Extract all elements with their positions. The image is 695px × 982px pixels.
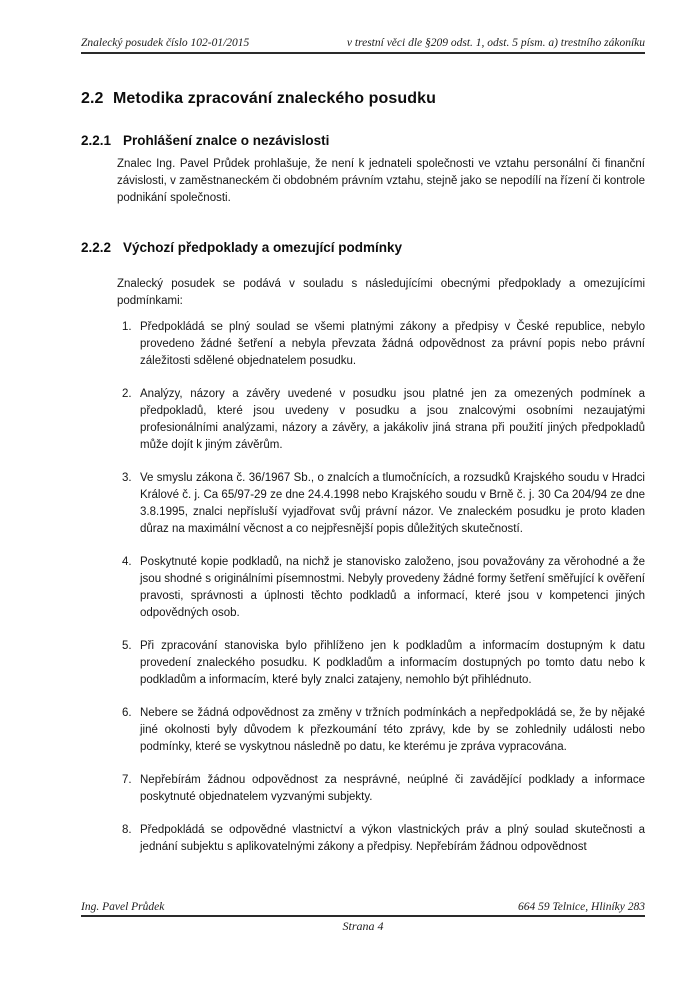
list-item-text: Při zpracování stanoviska bylo přihlíženo jen k podkladům a informacím dostupným k datu provedení znaleckého posudku. K podkladům a informacím dostupných po tomto datu nebo k podkladům a informacím, které byly znalci zatajeny, nemohlo být přihlédnuto. <box>140 640 645 686</box>
list-item-text: Předpokládá se plný soulad se všemi platnými zákony a předpisy v České republice, nebylo provedeno žádné šetření a nebyla převzata žádná odpovědnost za právní popis nebo právní záležitosti sdělené objednatelem posudku. <box>140 321 645 367</box>
list-item <box>122 705 645 756</box>
header-left-title: Znalecký posudek číslo 102-01/2015 <box>81 37 250 49</box>
list-item <box>122 386 645 454</box>
list-item <box>122 319 645 370</box>
page-footer <box>81 901 645 934</box>
section-heading-2-2-2 <box>81 240 645 255</box>
section-title: Výchozí předpoklady a omezující podmínky <box>123 240 403 255</box>
list-item-text: Předpokládá se odpovědné vlastnictví a výkon vlastnických práv a plný soulad skutečnosti a jednání subjektu s aplikovatelnými zákony a předpisy. Nepřebírám žádnou odpovědnost <box>140 824 645 853</box>
list-item <box>122 772 645 806</box>
list-item-text: Nepřebírám žádnou odpovědnost za nesprávné, neúplné či zavádějící podklady a informace poskytnuté objednatelem vyzvanými subjekty. <box>140 774 645 803</box>
list-item-text: Poskytnuté kopie podkladů, na nichž je stanovisko založeno, jsou považovány za věrohodné a že jsou shodné s originálními písemnostmi. Nebyly provedeny žádné formy šetření směřující k ověření pravosti, správnosti a úplnosti těchto podkladů a informací, které jsou v kompetenci jiných odpovědných osob. <box>140 556 645 619</box>
section-number: 2.2.2 <box>81 240 112 255</box>
list-item <box>122 470 645 538</box>
list-item-number: 2. <box>122 388 132 400</box>
list-item-number: 7. <box>122 774 132 786</box>
list-item <box>122 822 645 856</box>
list-item-text: Nebere se žádná odpovědnost za změny v tržních podmínkách a nepředpokládá se, že by nějaké jiné okolnosti byly důvodem k přezkoumání této zprávy, kde by se zohlednily události nebo podmínky, které se vyskytnou následně po datu, ke kterému je zpráva vypracována. <box>140 707 645 753</box>
section-title: Metodika zpracování znaleckého posudku <box>113 90 436 107</box>
list-item-number: 6. <box>122 707 132 719</box>
list-item-text: Ve smyslu zákona č. 36/1967 Sb., o znalcích a tlumočnících, a rozsudků Krajského soudu v Hradci Králové č. j. Ca 65/97-29 ze dne 24.4.1998 nebo Krajského soudu v Brně č. j. 30 Ca 204/94 ze dne 3.8.1995, znalci nepřísluší vyjadřovat svůj právní názor. Ve znaleckém posudku je proto kladen důraz na maximální věcnost a co nejpřesnější popis důležitých skutečností. <box>140 472 645 535</box>
page-header <box>81 0 645 54</box>
page-number: Strana 4 <box>342 919 384 933</box>
list-item-number: 8. <box>122 824 132 836</box>
section-number: 2.2.1 <box>81 133 112 148</box>
list-item-number: 4. <box>122 556 132 568</box>
section-title: Prohlášení znalce o nezávislosti <box>123 133 330 148</box>
list-item <box>122 554 645 622</box>
list-item-text: Analýzy, názory a závěry uvedené v posudku jsou platné jen za omezených podmínek a předpokladů, které jsou uvedeny v posudku a jsou znalcovými osobními nezaujatými profesionálními analýzami, názory a závěry, a jakákoliv jiná strana při použití jiných předpokladů může dojít k jiným závěrům. <box>140 388 645 451</box>
section-heading-2-2-1 <box>81 133 645 148</box>
section-heading-2-2 <box>81 90 645 108</box>
list-item <box>122 638 645 689</box>
assumptions-list <box>81 319 645 856</box>
list-item-number: 3. <box>122 472 132 484</box>
list-item-number: 1. <box>122 321 132 333</box>
header-right-title: v trestní věci dle §209 odst. 1, odst. 5 písm. a) trestního zákoníku <box>346 37 645 49</box>
footer-author: Ing. Pavel Průdek <box>81 901 165 913</box>
list-item-number: 5. <box>122 640 132 652</box>
assumptions-intro-paragraph: Znalecký posudek se podává v souladu s následujícími obecnými předpoklady a omezujícími podmínkami: <box>117 278 645 307</box>
footer-address: 664 59 Telnice, Hliníky 283 <box>517 901 645 913</box>
section-number: 2.2 <box>81 90 104 107</box>
declaration-paragraph: Znalec Ing. Pavel Průdek prohlašuje, že není k jednateli společnosti ve vztahu personální či finanční závislosti, v zaměstnaneckém či obdobném právním vztahu, stejně jako se nepodílí na řízení či kontrole podnikání společnosti. <box>117 158 645 204</box>
